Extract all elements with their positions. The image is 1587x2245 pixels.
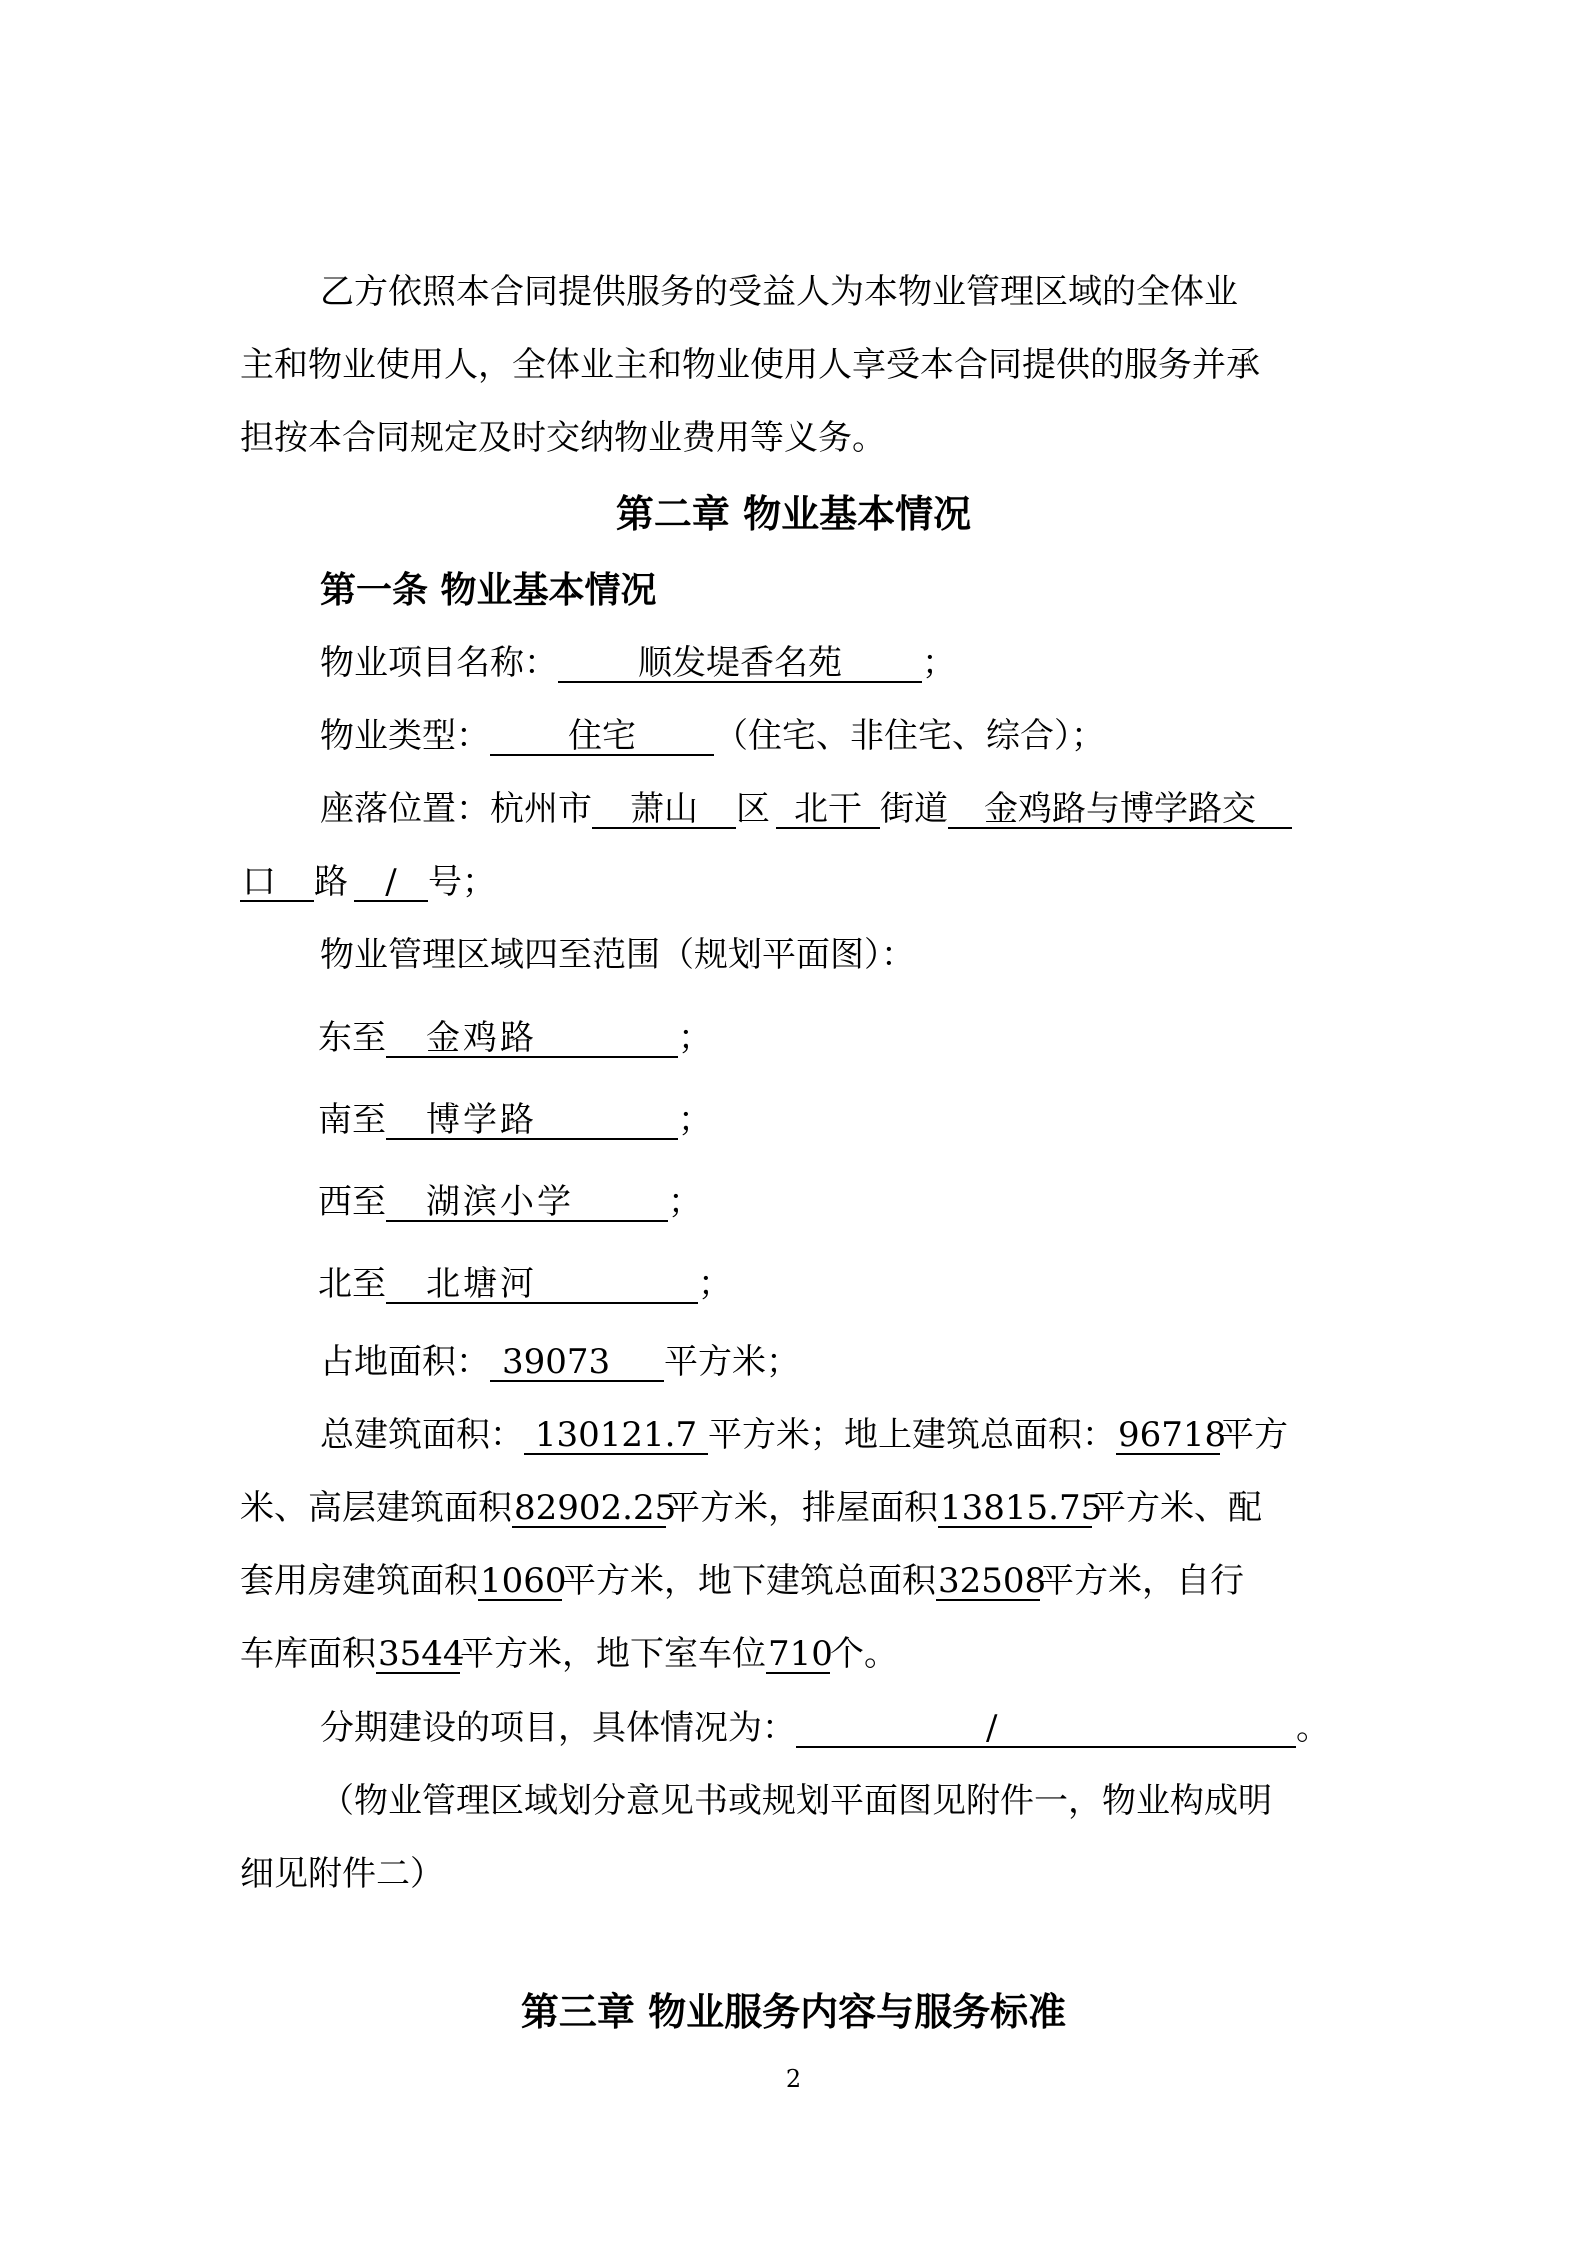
boundary-north-row [318,1264,732,1304]
project-name-row [320,643,956,683]
land-area-row [320,1342,800,1382]
property-type-row [320,716,1105,756]
project-name-value: 顺发堤香名苑 [558,645,922,683]
phase-end: 。 [1296,1708,1330,1748]
location-road-cont: 口 [240,864,314,902]
highrise-area-value: 82902.25 [514,1488,677,1528]
bike-garage-area-value: 3544 [378,1634,465,1674]
parking-count-value: 710 [768,1634,833,1674]
property-type-value: 住宅 [490,718,714,756]
location-number: / [354,864,428,902]
boundary-north-value: 北塘河 [386,1266,698,1304]
project-name-end: ； [922,643,956,683]
area-line-3-text-b: 平方米，地下建筑总面积 [562,1561,936,1601]
underground-area-value: 32508 [938,1561,1047,1601]
article-1-title: 第一条 物业基本情况 [320,570,657,611]
location-district: 萧山 [592,791,736,829]
chapter-2-title: 第二章 物业基本情况 [615,492,972,536]
area-line-3-text-c: 平方米，自行 [1040,1561,1244,1601]
location-street-suffix: 街道 [880,789,948,829]
row-house-area-value: 13815.75 [940,1488,1103,1528]
area-line-1 [320,1415,1288,1455]
phase-label: 分期建设的项目，具体情况为： [320,1708,796,1748]
land-area-value: 39073 [490,1344,664,1382]
intro-line-2: 主和物业使用人，全体业主和物业使用人享受本合同提供的服务并承 [240,345,1260,385]
total-area-unit: 平方米；地上建筑总面积： [708,1415,1116,1455]
above-ground-area-unit: 平方 [1220,1415,1288,1455]
intro-line-3: 担按本合同规定及时交纳物业费用等义务。 [240,418,886,458]
boundary-east-label: 东至 [318,1018,386,1058]
location-number-suffix: 号； [428,862,496,902]
location-row-2 [240,862,496,902]
property-type-label: 物业类型： [320,716,490,756]
property-type-options: （住宅、非住宅、综合）； [714,716,1105,756]
location-road: 金鸡路与博学路交 [948,791,1292,829]
support-area-value: 1060 [480,1561,567,1601]
above-ground-area-value: 96718 [1118,1415,1227,1455]
location-label: 座落位置：杭州市 [320,789,592,829]
area-line-2-text-a: 米、高层建筑面积 [240,1488,512,1528]
location-street: 北干 [776,791,880,829]
location-road-suffix: 路 [314,862,348,902]
boundary-east-value: 金鸡路 [386,1020,678,1058]
boundary-south-label: 南至 [318,1100,386,1140]
boundary-title: 物业管理区域四至范围（规划平面图）： [320,935,915,975]
location-district-suffix: 区 [736,789,770,829]
boundary-west-value: 湖滨小学 [386,1184,668,1222]
note-line-2: 细见附件二） [240,1854,444,1894]
location-row-1 [320,789,1292,829]
area-line-2 [240,1488,1262,1528]
area-line-3-text-a: 套用房建筑面积 [240,1561,478,1601]
area-line-2-text-b: 平方米，排屋面积 [666,1488,938,1528]
project-name-label: 物业项目名称： [320,643,558,683]
land-area-label: 占地面积： [320,1342,490,1382]
boundary-east-end: ； [678,1018,712,1058]
boundary-south-row [318,1100,712,1140]
boundary-south-end: ； [678,1100,712,1140]
area-line-2-text-c: 平方米、配 [1092,1488,1262,1528]
boundary-west-label: 西至 [318,1182,386,1222]
area-line-4-text-b: 平方米，地下室车位 [460,1634,766,1674]
boundary-north-end: ； [698,1264,732,1304]
intro-line-1: 乙方依照本合同提供服务的受益人为本物业管理区域的全体业 [320,272,1238,312]
total-area-label: 总建筑面积： [320,1415,524,1455]
phase-value: / [796,1710,1296,1748]
boundary-west-row [318,1182,702,1222]
area-line-4-text-a: 车库面积 [240,1634,376,1674]
area-line-4 [240,1634,898,1674]
page-number: 2 [785,2065,802,2093]
boundary-east-row [318,1018,712,1058]
boundary-west-end: ； [668,1182,702,1222]
chapter-3-title: 第三章 物业服务内容与服务标准 [520,1990,1067,2034]
note-line-1: （物业管理区域划分意见书或规划平面图见附件一，物业构成明 [320,1781,1272,1821]
area-line-4-text-c: 个。 [830,1634,898,1674]
boundary-north-label: 北至 [318,1264,386,1304]
phase-row [320,1708,1330,1748]
total-area-value: 130121.7 [524,1417,708,1455]
area-line-3 [240,1561,1244,1601]
land-area-unit: 平方米； [664,1342,800,1382]
boundary-south-value: 博学路 [386,1102,678,1140]
